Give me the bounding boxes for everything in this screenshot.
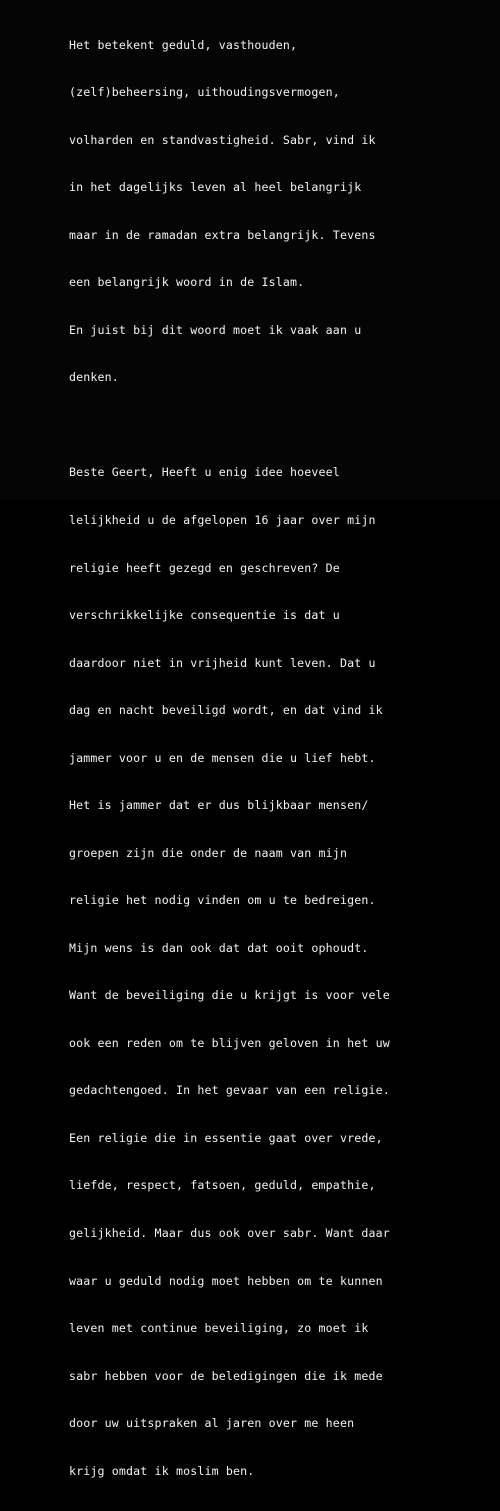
text-line: Een religie die in essentie gaat over vrede, bbox=[69, 1130, 383, 1145]
text-line: Het betekent geduld, vasthouden, bbox=[69, 37, 298, 52]
text-line: waar u geduld nodig moet hebben om te kunnen bbox=[69, 1273, 383, 1288]
text-line: gelijkheid. Maar dus ook over sabr. Want daar bbox=[69, 1225, 390, 1240]
text-line: dag en nacht beveiligd wordt, en dat vind ik bbox=[69, 703, 383, 718]
text-line: sabr hebben voor de beledigingen die ik mede bbox=[69, 1368, 383, 1383]
text-line: Het is jammer dat er dus blijkbaar mensen/ bbox=[69, 798, 369, 813]
text-line: lelijkheid u de afgelopen 16 jaar over mijn bbox=[69, 513, 376, 527]
text-line: door uw uitspraken al jaren over me heen bbox=[69, 1416, 355, 1431]
text-line: denken. bbox=[69, 370, 119, 385]
text-line: in het dagelijks leven al heel belangrijk bbox=[69, 180, 362, 195]
text-line: religie heeft gezegd en geschreven? De bbox=[69, 560, 340, 575]
text-line: een belangrijk woord in de Islam. bbox=[69, 275, 305, 290]
paragraph-letter-to-geert bbox=[69, 434, 486, 1511]
text-line: groepen zijn die onder de naam van mijn bbox=[69, 845, 348, 860]
text-line: verschrikkelijke consequentie is dat u bbox=[69, 608, 340, 623]
text-line: maar in de ramadan extra belangrijk. Tevens bbox=[69, 227, 376, 242]
text-line: daardoor niet in vrijheid kunt leven. Dat u bbox=[69, 655, 376, 670]
text-line: Want de beveiliging die u krijgt is voor vele bbox=[69, 988, 390, 1003]
text-line: leven met continue beveiliging, zo moet ik bbox=[69, 1321, 369, 1336]
text-line: gedachtengoed. In het gevaar van een religie. bbox=[69, 1083, 390, 1098]
text-line: liefde, respect, fatsoen, geduld, empathie, bbox=[69, 1178, 376, 1193]
text-line: En juist bij dit woord moet ik vaak aan u bbox=[69, 322, 362, 337]
text-line: volharden en standvastigheid. Sabr, vind ik bbox=[69, 132, 376, 147]
text-line: krijg omdat ik moslim ben. bbox=[69, 1463, 255, 1478]
text-line: Beste Geert, Heeft u enig idee hoeveel bbox=[69, 465, 340, 480]
paragraph-sabr-meaning bbox=[69, 6, 486, 418]
text-line: ook een reden om te blijven geloven in het uw bbox=[69, 1035, 390, 1050]
text-line: (zelf)beheersing, uithoudingsvermogen, bbox=[69, 85, 340, 100]
text-line: religie het nodig vinden om u te bedreigen. bbox=[69, 893, 376, 908]
text-line: jammer voor u en de mensen die u lief hebt. bbox=[69, 750, 376, 765]
text-line: Mijn wens is dan ook dat dat ooit ophoudt. bbox=[69, 940, 369, 955]
